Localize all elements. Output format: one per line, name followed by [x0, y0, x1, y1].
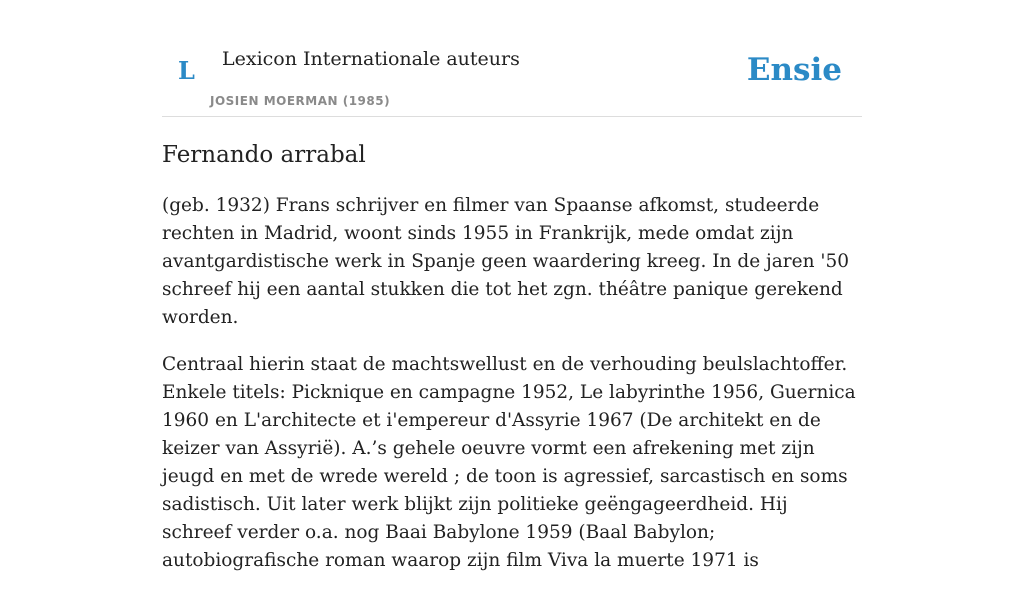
- entry-paragraph: (geb. 1932) Frans schrijver en filmer van Spaanse afkomst, studeerde rechten in Madrid, woont sinds 1955 in Frankrijk, mede omdat zijn avantgardistische werk in Spanje geen waardering kreeg. In de jaren '50 schreef hij een aantal stukken die tot het zgn. théâtre panique gerekend worden.: [162, 195, 850, 328]
- book-letter-icon: L: [178, 56, 195, 85]
- book-title[interactable]: Lexicon Internationale auteurs: [222, 48, 520, 70]
- site-logo[interactable]: Ensie: [746, 52, 842, 88]
- entry-title: Fernando arrabal: [162, 142, 366, 168]
- entry-body: [162, 192, 862, 594]
- header: [162, 0, 862, 117]
- page-container: [162, 0, 862, 571]
- entry-paragraph: Centraal hierin staat de machtswellust en de verhouding beulslachtoffer. Enkele titels: Picknique en campagne 1952, Le labyrinthe 1956, Guernica 1960 en L'architecte et i'empereur d'Assyrie 1967 (De architekt en de keizer van Assyrië). A.’s gehele oeuvre vormt een afrekening met zijn jeugd en met de wrede wereld ; de toon is agressief, sarcastisch en soms sadistisch. Uit later werk blijkt zijn politieke geëngageerdheid. Hij schreef verder o.a. nog Baai Babylone 1959 (Baal Babylon; autobiografische roman waarop zijn film Viva la muerte 1971 is: [162, 354, 856, 571]
- book-author: JOSIEN MOERMAN (1985): [210, 94, 391, 108]
